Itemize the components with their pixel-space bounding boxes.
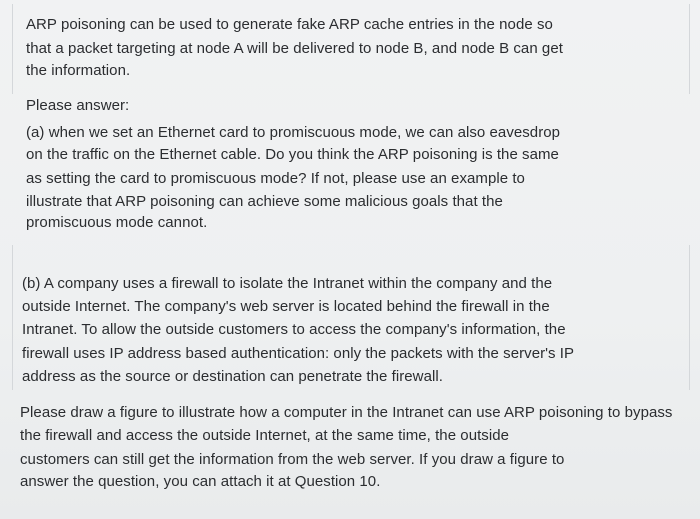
question-b-line-2: outside Internet. The company's web server is located behind the firewall in the [22, 298, 550, 315]
figure-line-4: answer the question, you can attach it at Question 10. [20, 473, 381, 490]
figure-line-3: customers can still get the information from the web server. If you draw a figure to [20, 451, 565, 468]
intro-line-2: that a packet targeting at node A will be delivered to node B, and node B can get [26, 40, 563, 57]
question-b-line-5: address as the source or destination can penetrate the firewall. [22, 368, 443, 385]
figure-line-2: the firewall and access the outside Internet, at the same time, the outside [20, 427, 510, 444]
question-a-line-1: (a) when we set an Ethernet card to promiscuous mode, we can also eavesdrop [26, 124, 561, 141]
question-a-line-5: promiscuous mode cannot. [26, 214, 208, 231]
figure-line-1: Please draw a figure to illustrate how a computer in the Intranet can use ARP poisoning to bypass [20, 404, 673, 421]
question-b-line-1: (b) A company uses a firewall to isolate the Intranet within the company and the [22, 275, 553, 292]
please-answer-heading: Please answer: [26, 97, 130, 114]
question-b-line-4: firewall uses IP address based authentication: only the packets with the server's IP [22, 345, 575, 362]
intro-line-3: the information. [26, 62, 131, 79]
intro-line-1: ARP poisoning can be used to generate fake ARP cache entries in the node so [26, 16, 553, 33]
question-a-line-2: on the traffic on the Ethernet cable. Do you think the ARP poisoning is the same [26, 146, 559, 163]
question-a-line-4: illustrate that ARP poisoning can achieve some malicious goals that the [26, 193, 503, 210]
question-b-line-3: Intranet. To allow the outside customers to access the company's information, the [22, 321, 566, 338]
question-a-line-3: as setting the card to promiscuous mode? If not, please use an example to [26, 170, 525, 187]
